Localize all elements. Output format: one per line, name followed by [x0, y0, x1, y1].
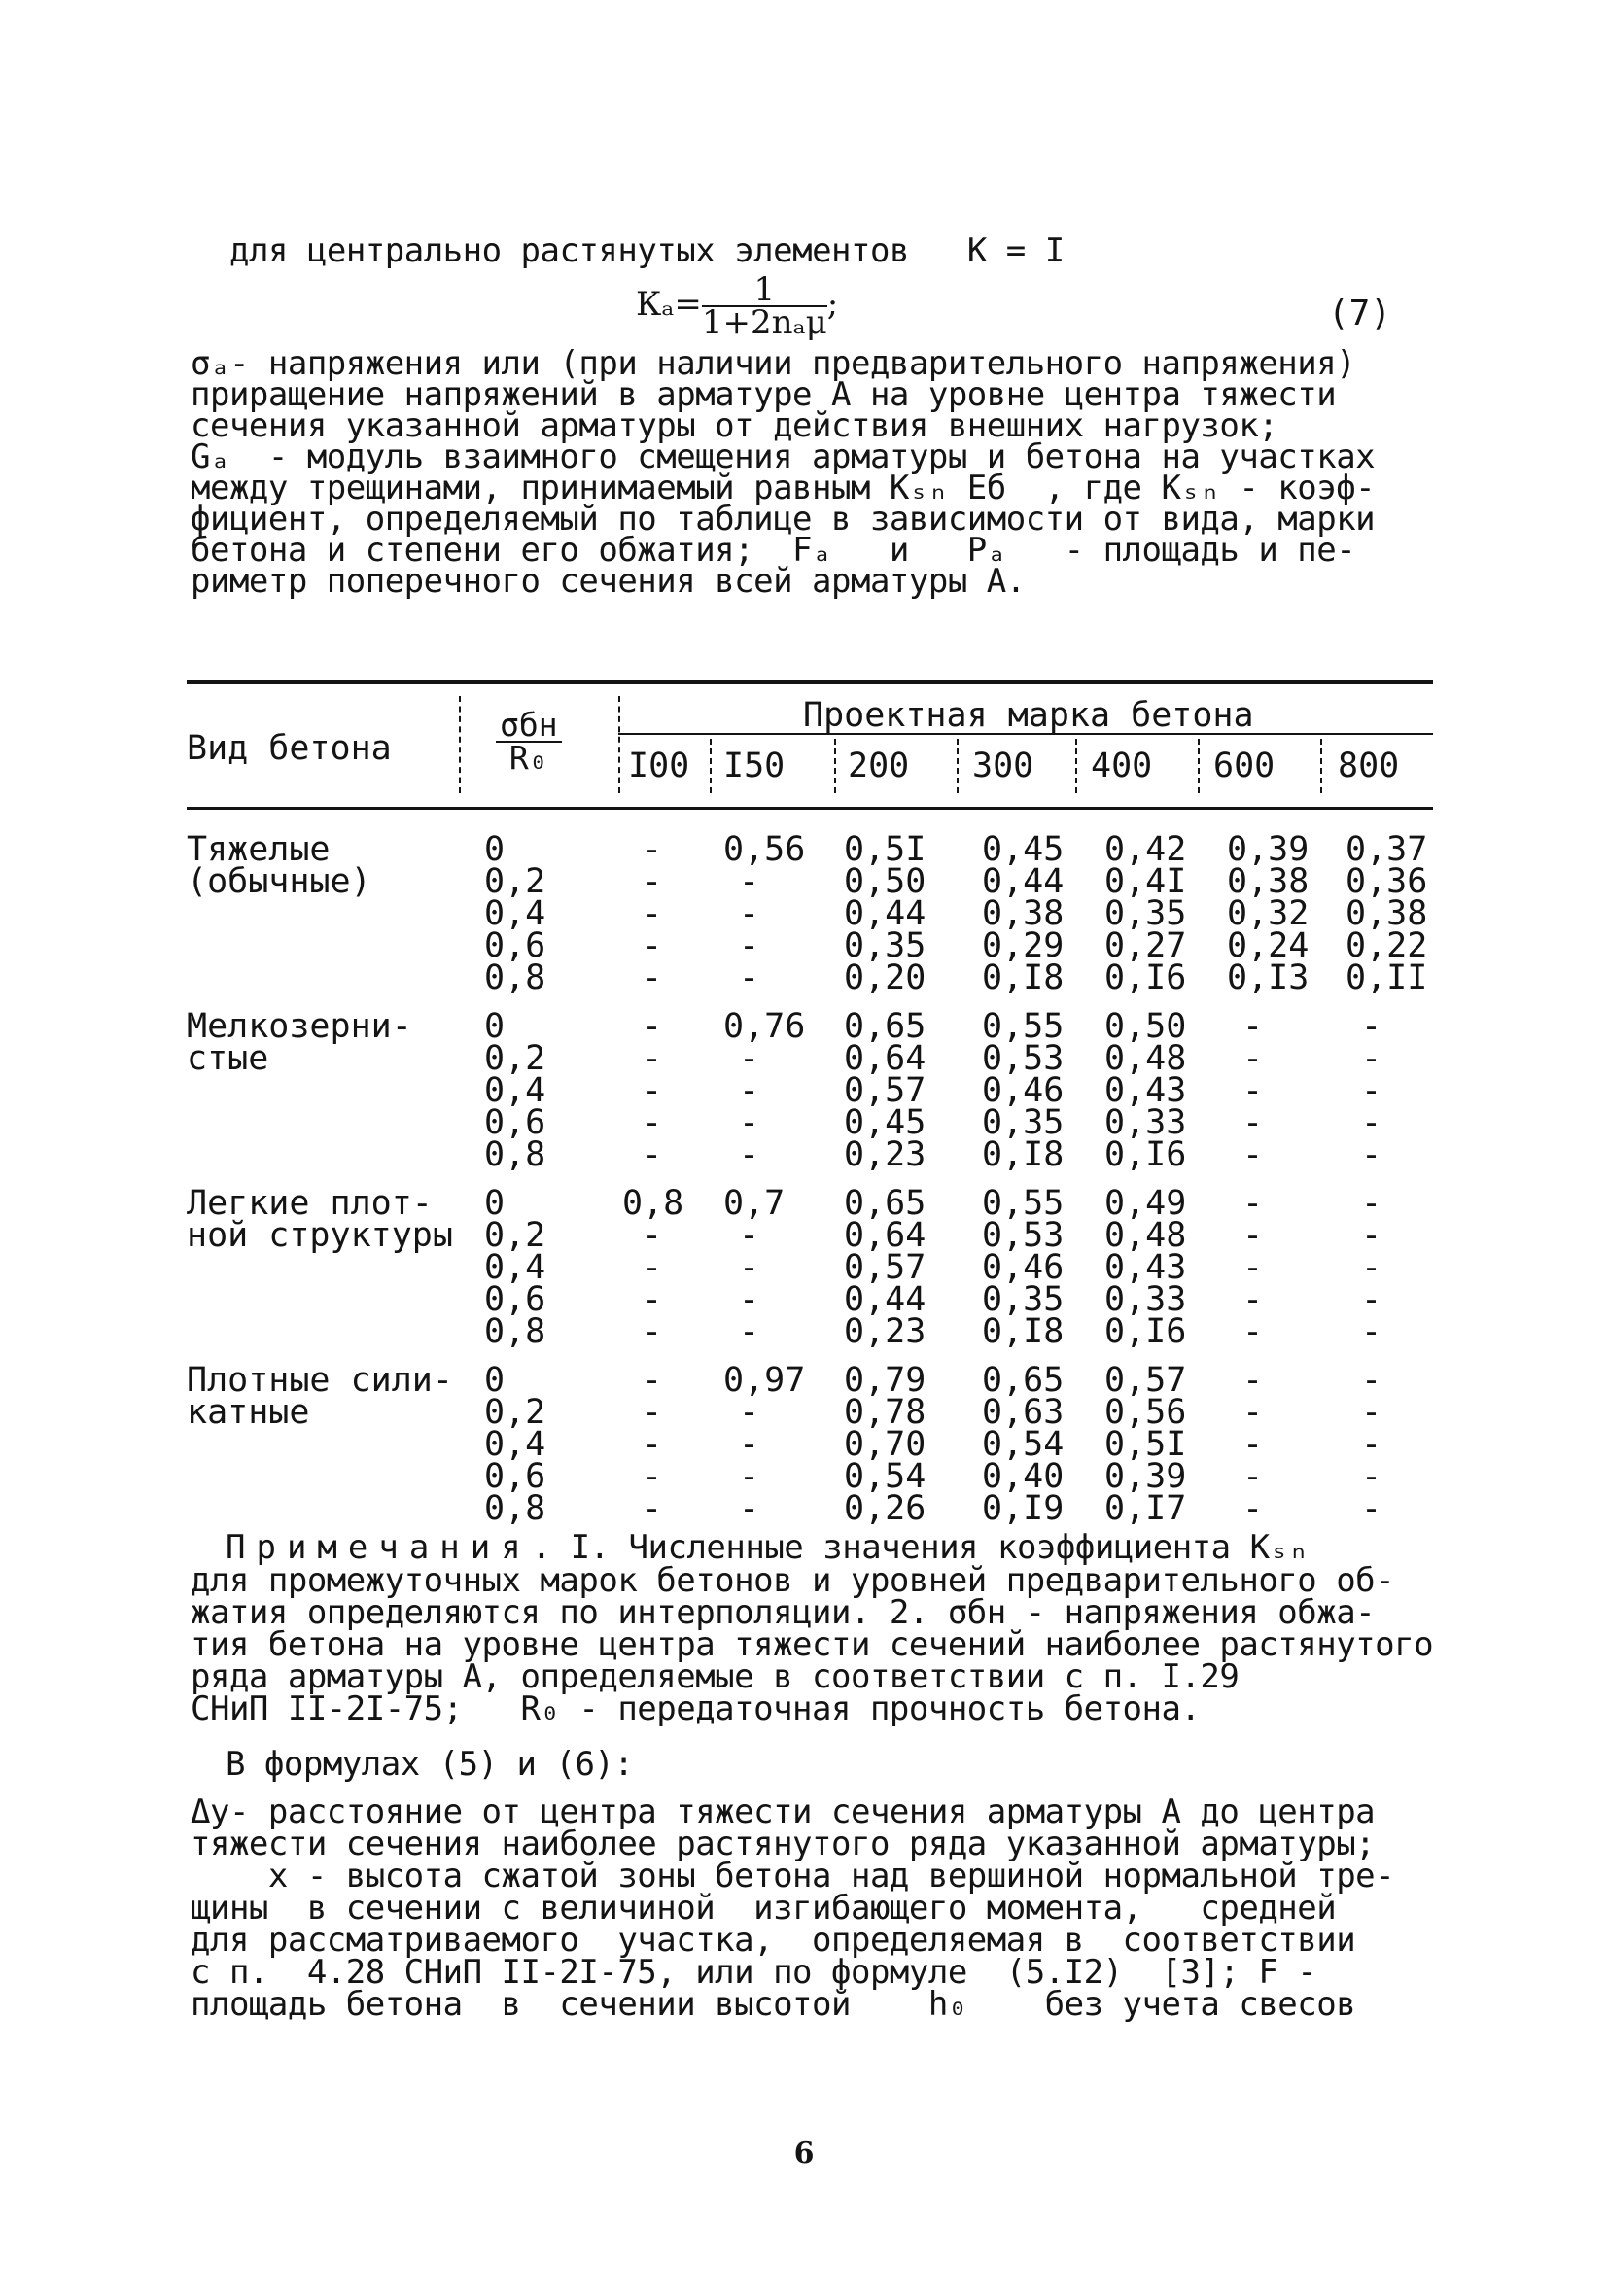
value-cell: - — [642, 1216, 663, 1255]
value-cell: - — [739, 1135, 760, 1174]
notes-line: ряда арматуры А, определяемые в соответствии с п. I.29 — [191, 1657, 1240, 1696]
value-cell: - — [642, 894, 663, 933]
grade-header-800: 800 — [1338, 747, 1400, 785]
value-cell: - — [1242, 1007, 1264, 1046]
value-cell: 0,76 — [723, 1007, 806, 1046]
ratio-cell: 0,4 — [484, 1071, 546, 1110]
notes-line: для промежуточных марок бетонов и уровней предварительного об- — [191, 1561, 1395, 1600]
value-cell: 0,97 — [723, 1361, 806, 1400]
definition-line: риметр поперечного сечения всей арматуры А. — [191, 562, 1026, 601]
ratio-cell: 0,2 — [484, 862, 546, 901]
value-cell: - — [642, 1361, 663, 1400]
value-cell: - — [1242, 1361, 1264, 1400]
value-cell: - — [1242, 1280, 1264, 1319]
value-cell: - — [1242, 1457, 1264, 1496]
col-sep-300 — [1075, 739, 1077, 793]
formula-fraction — [701, 270, 827, 342]
value-cell: 0,37 — [1346, 830, 1428, 869]
value-cell: - — [1361, 1457, 1382, 1496]
value-cell: - — [1242, 1312, 1264, 1351]
ratio-cell: 0 — [484, 1007, 506, 1046]
value-cell: 0,70 — [844, 1425, 926, 1464]
ratio-cell: 0,6 — [484, 1280, 546, 1319]
value-cell: 0,39 — [1227, 830, 1310, 869]
value-cell: - — [739, 862, 760, 901]
value-cell: 0,22 — [1346, 926, 1428, 965]
value-cell: 0,44 — [844, 1280, 926, 1319]
value-cell: 0,44 — [844, 894, 926, 933]
value-cell: - — [642, 1489, 663, 1528]
value-cell: - — [642, 1425, 663, 1464]
closing-line: площадь бетона в сечении высотой h₀ без учета свесов — [191, 1985, 1356, 2024]
ratio-header-den: R₀ — [508, 739, 548, 777]
value-cell: - — [1242, 1248, 1264, 1287]
value-cell: - — [739, 1489, 760, 1528]
ratio-header-num: σбн — [496, 710, 562, 743]
ratio-cell: 0,6 — [484, 926, 546, 965]
value-cell: - — [1361, 1489, 1382, 1528]
definition-line: σₐ- напряжения или (при наличии предварительного напряжения) — [191, 344, 1356, 383]
value-cell: 0,50 — [844, 862, 926, 901]
ratio-cell: 0,8 — [484, 1135, 546, 1174]
value-cell: - — [642, 1039, 663, 1078]
value-cell: - — [1242, 1071, 1264, 1110]
value-cell: 0,65 — [982, 1361, 1065, 1400]
value-cell: - — [642, 1071, 663, 1110]
definition-line: фициент, определяемый по таблице в зависимости от вида, марки — [191, 500, 1376, 539]
notes-line: жатия определяются по интерполяции. 2. σбн - напряжения обжа- — [191, 1593, 1376, 1632]
ratio-cell: 0,2 — [484, 1039, 546, 1078]
definition-line: сечения указанной арматуры от действия внешних нагрузок; — [191, 406, 1278, 445]
equation-number: (7) — [1328, 294, 1392, 333]
value-cell: - — [739, 1039, 760, 1078]
ratio-cell: 0,4 — [484, 1248, 546, 1287]
formula-7 — [636, 270, 839, 342]
value-cell: - — [739, 1216, 760, 1255]
formula-numerator: 1 — [702, 274, 827, 307]
value-cell: 0,78 — [844, 1393, 926, 1432]
value-cell: - — [739, 1103, 760, 1142]
value-cell: 0,43 — [1104, 1071, 1187, 1110]
value-cell: - — [1361, 1280, 1382, 1319]
value-cell: 0,33 — [1104, 1103, 1187, 1142]
ratio-cell: 0,4 — [484, 1425, 546, 1464]
grade-header-600: 600 — [1213, 747, 1276, 785]
value-cell: 0,8 — [622, 1184, 684, 1223]
value-cell: 0,35 — [1104, 894, 1187, 933]
value-cell: 0,46 — [982, 1071, 1065, 1110]
definition-line: приращение напряжений в арматуре А на уровне центра тяжести — [191, 375, 1337, 414]
value-cell: - — [1361, 1248, 1382, 1287]
value-cell: 0,23 — [844, 1135, 926, 1174]
value-cell: 0,23 — [844, 1312, 926, 1351]
value-cell: 0,I3 — [1227, 958, 1310, 997]
value-cell: - — [1242, 1135, 1264, 1174]
value-cell: - — [1361, 1103, 1382, 1142]
ratio-cell: 0,6 — [484, 1457, 546, 1496]
ratio-cell: 0 — [484, 1184, 506, 1223]
col-sep-600 — [1320, 739, 1322, 793]
value-cell: - — [739, 1248, 760, 1287]
value-cell: 0,64 — [844, 1039, 926, 1078]
value-cell: - — [1242, 1425, 1264, 1464]
closing-line: с п. 4.28 СНиП II-2I-75, или по формуле (5.I2) [3]; F - — [191, 1953, 1317, 1992]
notes-heading: Примечания — [226, 1528, 532, 1567]
notes-line: СНиП II-2I-75; R₀ - передаточная прочность бетона. — [191, 1689, 1201, 1728]
intro-line: для центрально растянутых элементов К = I — [229, 231, 1065, 270]
value-cell: - — [739, 1071, 760, 1110]
value-cell: 0,57 — [844, 1248, 926, 1287]
value-cell: 0,79 — [844, 1361, 926, 1400]
value-cell: 0,55 — [982, 1184, 1065, 1223]
value-cell: - — [642, 1457, 663, 1496]
value-cell: 0,65 — [844, 1007, 926, 1046]
value-cell: 0,7 — [723, 1184, 786, 1223]
ratio-cell: 0 — [484, 1361, 506, 1400]
value-cell: - — [1361, 1071, 1382, 1110]
formulas-intro: В формулах (5) и (6): — [226, 1745, 634, 1784]
value-cell: 0,56 — [723, 830, 806, 869]
grade-header-I00: I00 — [628, 747, 690, 785]
value-cell: - — [642, 1103, 663, 1142]
value-cell: 0,46 — [982, 1248, 1065, 1287]
value-cell: - — [642, 1007, 663, 1046]
value-cell: 0,53 — [982, 1216, 1065, 1255]
ratio-cell: 0 — [484, 830, 506, 869]
value-cell: 0,4I — [1104, 862, 1187, 901]
value-cell: - — [1242, 1216, 1264, 1255]
formula-tail: ; — [826, 285, 839, 324]
value-cell: 0,I9 — [982, 1489, 1065, 1528]
value-cell: 0,I6 — [1104, 1135, 1187, 1174]
value-cell: 0,20 — [844, 958, 926, 997]
value-cell: 0,57 — [844, 1071, 926, 1110]
value-cell: - — [739, 1312, 760, 1351]
value-cell: 0,44 — [982, 862, 1065, 901]
value-cell: 0,32 — [1227, 894, 1310, 933]
concrete-type-name: Мелкозерни- — [187, 1007, 412, 1046]
value-cell: 0,39 — [1104, 1457, 1187, 1496]
col-sep-type — [459, 696, 461, 793]
col-header-ratio — [496, 706, 562, 777]
col-header-group: Проектная марка бетона — [803, 696, 1254, 735]
value-cell: 0,I7 — [1104, 1489, 1187, 1528]
col-sep-150 — [834, 739, 836, 793]
value-cell: 0,43 — [1104, 1248, 1187, 1287]
formula-lhs: Кₐ= — [636, 285, 702, 324]
value-cell: 0,29 — [982, 926, 1065, 965]
value-cell: 0,35 — [844, 926, 926, 965]
value-cell: - — [739, 1280, 760, 1319]
ratio-cell: 0,8 — [484, 1312, 546, 1351]
table-top-rule — [187, 680, 1433, 684]
grade-header-I50: I50 — [723, 747, 786, 785]
col-sep-400 — [1198, 739, 1200, 793]
closing-line: для рассматриваемого участка, определяемая в соответствии — [191, 1921, 1356, 1960]
grade-header-400: 400 — [1091, 747, 1153, 785]
value-cell: 0,II — [1346, 958, 1428, 997]
value-cell: 0,65 — [844, 1184, 926, 1223]
notes-first-line — [226, 1530, 1309, 1565]
closing-line: щины в сечении с величиной изгибающего момента, средней — [191, 1889, 1337, 1928]
value-cell: 0,50 — [1104, 1007, 1187, 1046]
value-cell: 0,54 — [982, 1425, 1065, 1464]
ratio-cell: 0,8 — [484, 1489, 546, 1528]
col-sep-200 — [957, 739, 959, 793]
value-cell: - — [642, 862, 663, 901]
value-cell: 0,55 — [982, 1007, 1065, 1046]
value-cell: - — [1242, 1184, 1264, 1223]
col-sep-100 — [710, 739, 712, 793]
value-cell: - — [642, 1135, 663, 1174]
value-cell: 0,38 — [982, 894, 1065, 933]
value-cell: 0,49 — [1104, 1184, 1187, 1223]
value-cell: 0,5I — [844, 830, 926, 869]
value-cell: 0,I8 — [982, 1312, 1065, 1351]
notes-line-0: . I. Численные значения коэффициента Кₛₙ — [531, 1528, 1309, 1567]
ratio-cell: 0,2 — [484, 1216, 546, 1255]
value-cell: 0,40 — [982, 1457, 1065, 1496]
value-cell: 0,I8 — [982, 958, 1065, 997]
value-cell: 0,33 — [1104, 1280, 1187, 1319]
value-cell: - — [1361, 1039, 1382, 1078]
value-cell: - — [642, 1248, 663, 1287]
value-cell: 0,I6 — [1104, 1312, 1187, 1351]
ratio-cell: 0,6 — [484, 1103, 546, 1142]
closing-line: тяжести сечения наиболее растянутого ряда указанной арматуры; — [191, 1825, 1376, 1863]
value-cell: - — [1361, 1425, 1382, 1464]
table-header-bottom-rule — [187, 807, 1433, 810]
value-cell: - — [739, 894, 760, 933]
formula-denominator: 1+2nₐμ — [701, 303, 827, 342]
value-cell: - — [1361, 1361, 1382, 1400]
value-cell: - — [1242, 1103, 1264, 1142]
value-cell: 0,42 — [1104, 830, 1187, 869]
value-cell: 0,63 — [982, 1393, 1065, 1432]
concrete-type-name: Тяжелые — [187, 830, 331, 869]
value-cell: - — [642, 830, 663, 869]
closing-line: Δу- расстояние от центра тяжести сечения арматуры А до центра — [191, 1792, 1376, 1831]
concrete-type-name: стые — [187, 1039, 269, 1078]
value-cell: - — [1361, 1135, 1382, 1174]
value-cell: 0,35 — [982, 1280, 1065, 1319]
value-cell: 0,5I — [1104, 1425, 1187, 1464]
value-cell: 0,38 — [1227, 862, 1310, 901]
concrete-type-name: ной структуры — [187, 1216, 453, 1255]
value-cell: - — [1361, 1007, 1382, 1046]
value-cell: 0,45 — [844, 1103, 926, 1142]
value-cell: 0,45 — [982, 830, 1065, 869]
definition-line: бетона и степени его обжатия; Fₐ и Pₐ - площадь и пе- — [191, 531, 1356, 570]
page-number: 6 — [793, 2137, 815, 2171]
value-cell: 0,48 — [1104, 1216, 1187, 1255]
value-cell: - — [739, 1457, 760, 1496]
value-cell: - — [1361, 1393, 1382, 1432]
ratio-cell: 0,2 — [484, 1393, 546, 1432]
value-cell: 0,24 — [1227, 926, 1310, 965]
value-cell: - — [642, 958, 663, 997]
value-cell: 0,54 — [844, 1457, 926, 1496]
concrete-type-name: Легкие плот- — [187, 1184, 433, 1223]
value-cell: 0,64 — [844, 1216, 926, 1255]
ratio-cell: 0,8 — [484, 958, 546, 997]
concrete-type-name: Плотные сили- — [187, 1361, 453, 1400]
grade-header-200: 200 — [848, 747, 910, 785]
value-cell: 0,36 — [1346, 862, 1428, 901]
value-cell: 0,35 — [982, 1103, 1065, 1142]
value-cell: - — [739, 958, 760, 997]
grade-header-300: 300 — [972, 747, 1034, 785]
notes-line: тия бетона на уровне центра тяжести сечений наиболее растянутого — [191, 1625, 1434, 1664]
value-cell: 0,56 — [1104, 1393, 1187, 1432]
value-cell: 0,38 — [1346, 894, 1428, 933]
value-cell: 0,27 — [1104, 926, 1187, 965]
value-cell: - — [1361, 1312, 1382, 1351]
value-cell: - — [739, 1425, 760, 1464]
concrete-type-name: (обычные) — [187, 862, 371, 901]
value-cell: - — [642, 1280, 663, 1319]
value-cell: - — [1361, 1184, 1382, 1223]
ratio-cell: 0,4 — [484, 894, 546, 933]
value-cell: - — [642, 1393, 663, 1432]
value-cell: - — [642, 926, 663, 965]
value-cell: 0,I8 — [982, 1135, 1065, 1174]
value-cell: 0,53 — [982, 1039, 1065, 1078]
value-cell: 0,48 — [1104, 1039, 1187, 1078]
value-cell: - — [1242, 1039, 1264, 1078]
value-cell: 0,57 — [1104, 1361, 1187, 1400]
value-cell: - — [642, 1312, 663, 1351]
col-header-type: Вид бетона — [187, 729, 392, 768]
value-cell: - — [1242, 1393, 1264, 1432]
value-cell: - — [739, 1393, 760, 1432]
concrete-type-name: катные — [187, 1393, 310, 1432]
closing-line: х - высота сжатой зоны бетона над вершиной нормальной тре- — [191, 1857, 1395, 1896]
definition-line: Gₐ - модуль взаимного смещения арматуры и бетона на участках — [191, 437, 1376, 476]
value-cell: - — [1242, 1489, 1264, 1528]
col-sep-ratio — [618, 696, 620, 793]
value-cell: - — [739, 926, 760, 965]
value-cell: 0,I6 — [1104, 958, 1187, 997]
value-cell: 0,26 — [844, 1489, 926, 1528]
value-cell: - — [1361, 1216, 1382, 1255]
definition-line: между трещинами, принимаемый равным Кₛₙ Eб , где Кₛₙ - коэф- — [191, 469, 1376, 507]
